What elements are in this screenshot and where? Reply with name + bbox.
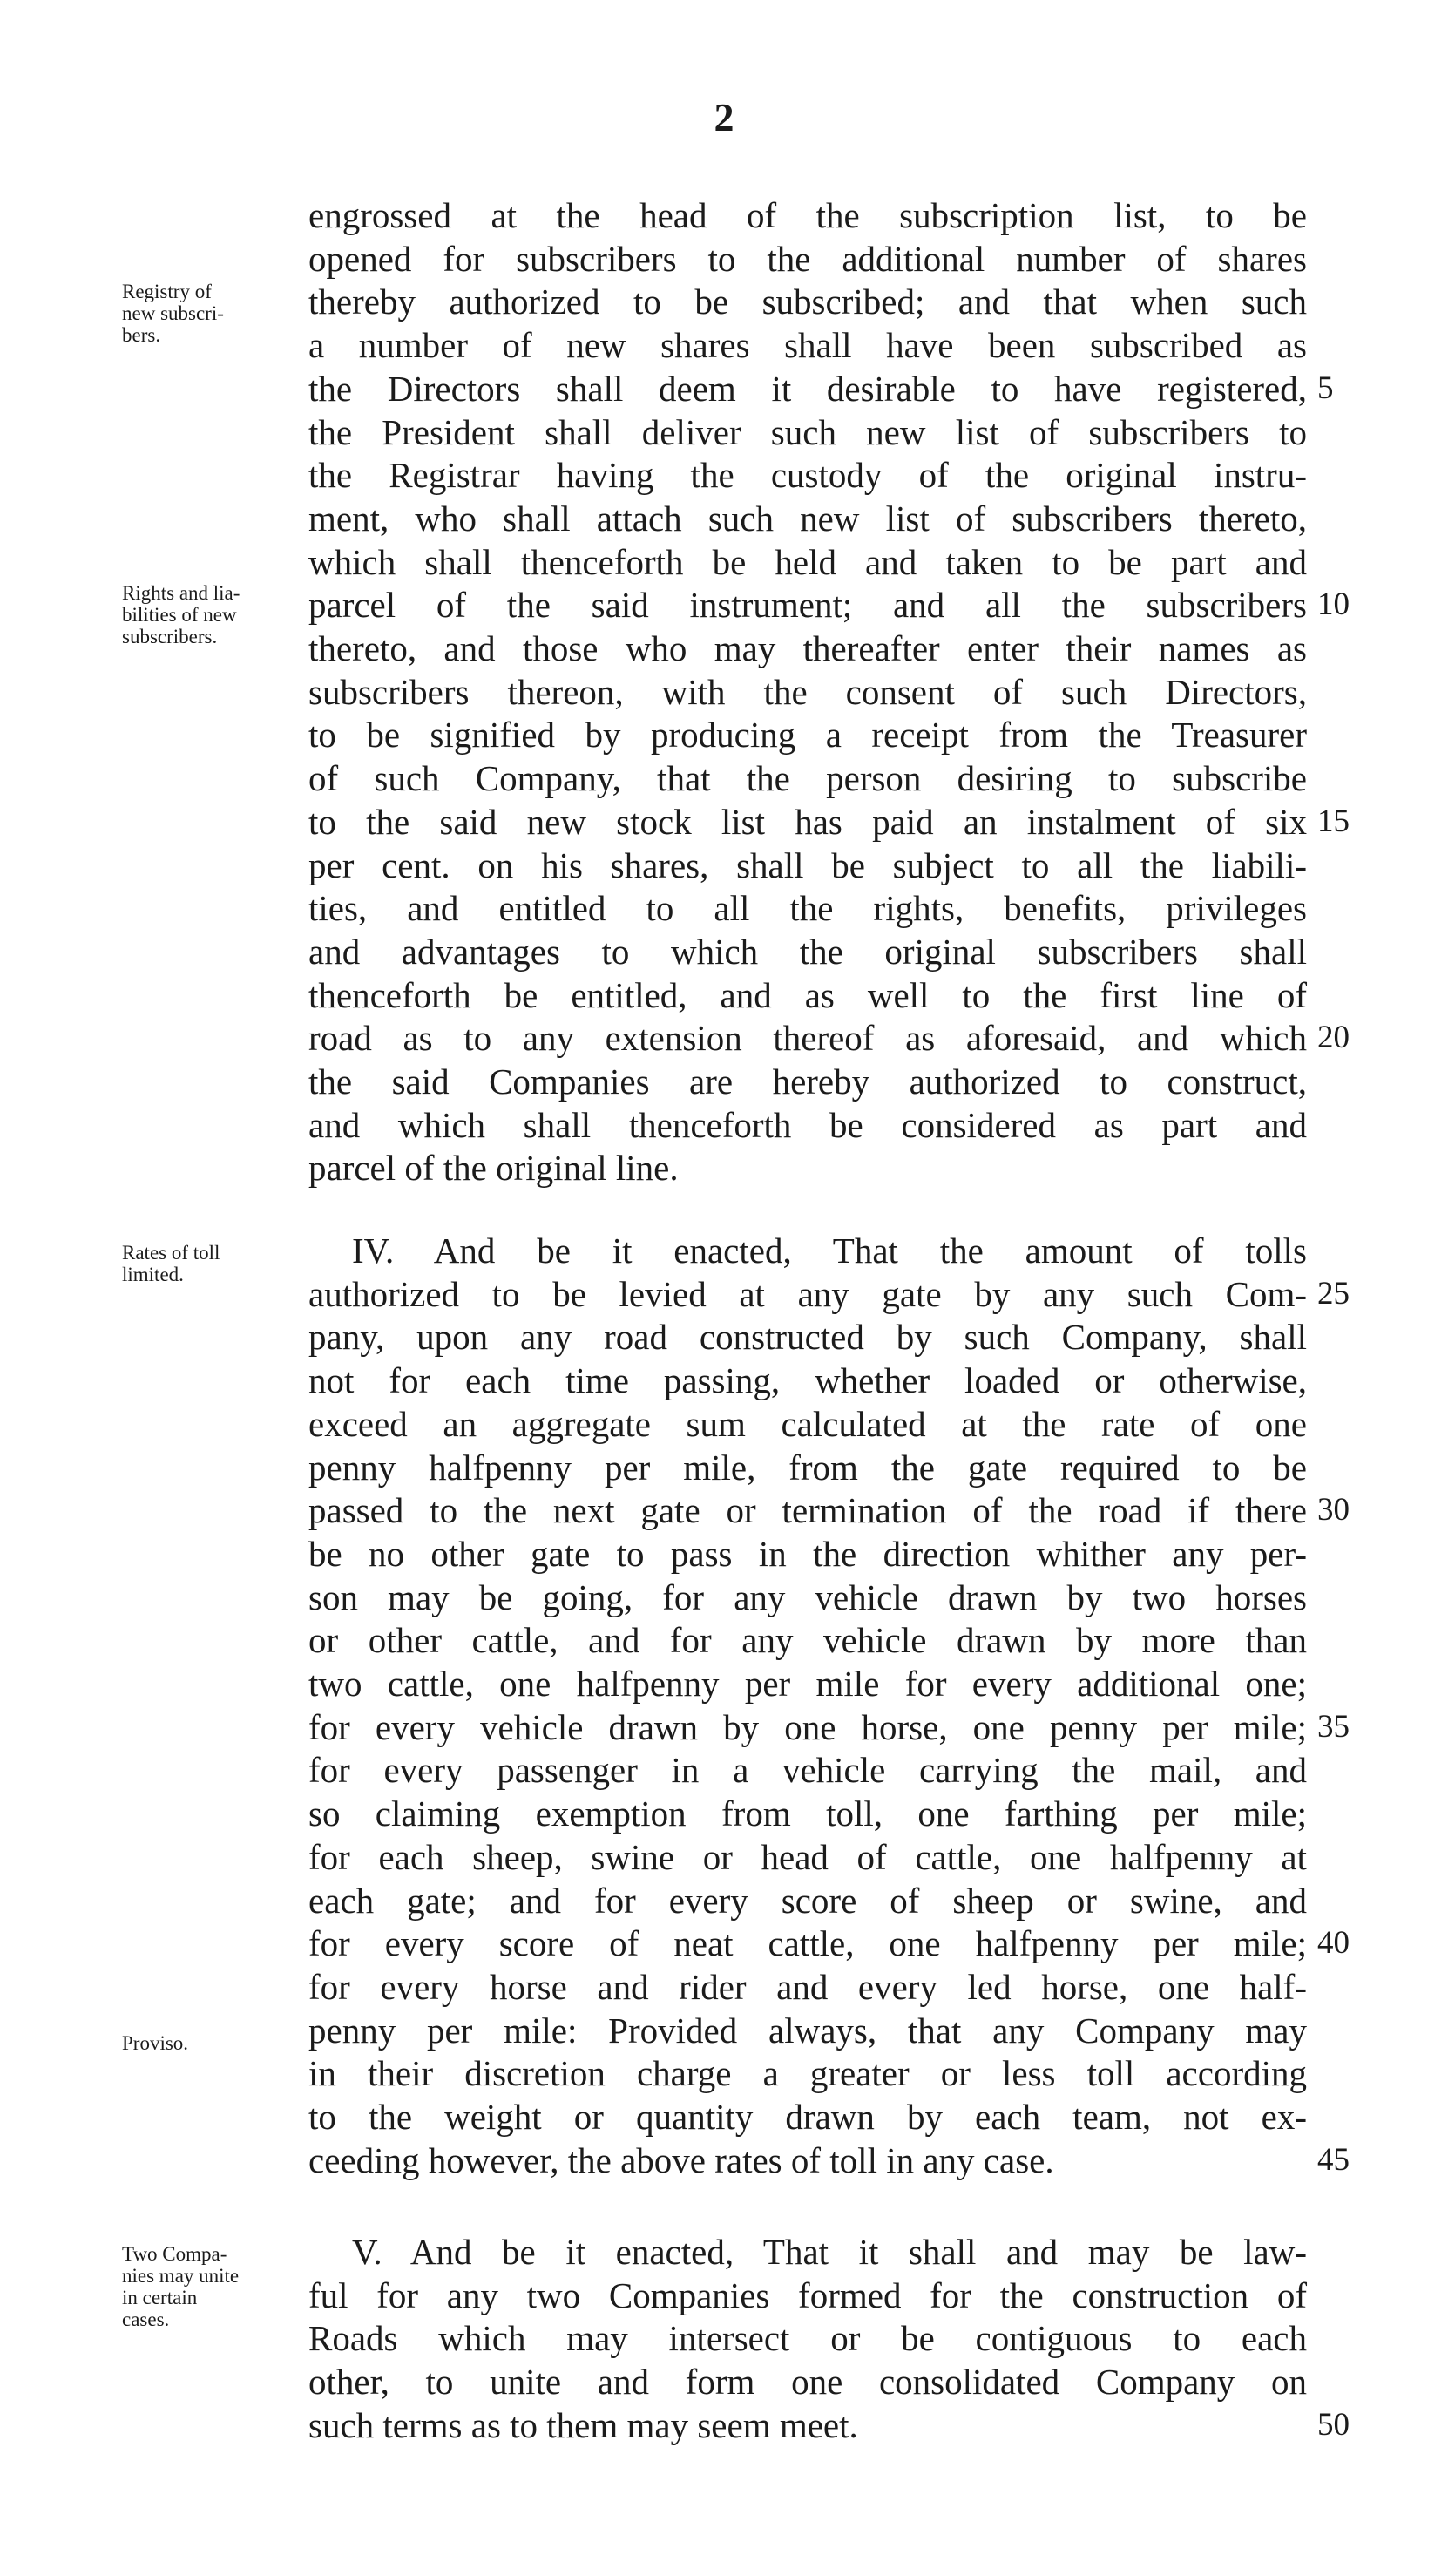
text-line: ful for any two Companies formed for the construction of [308,2275,1307,2315]
text-line: ceeding however, the above rates of toll in any case. [308,2140,1054,2180]
text-line: so claiming exemption from toll, one farthing per mile; [308,1793,1307,1834]
text-line: thereby authorized to be subscribed; and that when such [308,281,1307,322]
text-line: exceed an aggregate sum calculated at the rate of one [308,1404,1307,1444]
text-line: to be signified by producing a receipt from the Treasurer [308,715,1307,755]
text-line: for every horse and rider and every led horse, one half- [308,1967,1307,2007]
line-number: 30 [1317,1492,1350,1528]
text-line: ties, and entitled to all the rights, benefits, privileges [308,888,1307,928]
margin-note-registry [122,281,301,346]
text-line: or other cattle, and for any vehicle drawn by more than [308,1620,1307,1660]
margin-note-rates [122,1242,301,1285]
text-line: the Directors shall deem it desirable to have registered, [308,369,1307,409]
text-line: penny per mile: Provided always, that any Company may [308,2010,1307,2051]
text-line: each gate; and for every score of sheep or swine, and [308,1881,1307,1921]
text-line: penny halfpenny per mile, from the gate required to be [308,1447,1307,1488]
page-number: 2 [714,95,734,139]
text-line: son may be going, for any vehicle drawn by two horses [308,1577,1307,1617]
margin-note-line: bers. [122,324,161,346]
margin-note-line: new subscri- [122,302,224,324]
text-line: V. And be it enacted, That it shall and may be law- [352,2232,1307,2272]
margin-note-line: limited. [122,1264,184,1285]
text-line: for every score of neat cattle, one halfpenny per mile; [308,1923,1307,1963]
margin-note-two-companies [122,2243,301,2330]
line-number: 10 [1317,586,1350,622]
margin-note-line: Rates of toll [122,1242,220,1264]
line-number: 5 [1317,370,1334,406]
margin-note-line: cases. [122,2308,170,2330]
line-number: 40 [1317,1925,1350,1961]
text-line: to the weight or quantity drawn by each team, not ex- [308,2097,1307,2137]
line-number: 35 [1317,1709,1350,1745]
margin-note-line: in certain [122,2287,198,2308]
margin-note-line: Rights and lia- [122,582,240,604]
margin-note-line: Proviso. [122,2032,189,2054]
text-line: road as to any extension thereof as aforesaid, and which [308,1018,1307,1058]
text-line: for every passenger in a vehicle carrying the mail, and [308,1750,1307,1790]
text-line: opened for subscribers to the additional number of shares [308,239,1307,279]
text-line: of such Company, that the person desiring to subscribe [308,758,1307,798]
line-number: 50 [1317,2407,1350,2443]
text-line: the President shall deliver such new list of subscribers to [308,412,1307,452]
text-line: be no other gate to pass in the direction whither any per- [308,1534,1307,1574]
text-line: subscribers thereon, with the consent of such Directors, [308,672,1307,712]
margin-note-line: Registry of [122,281,212,302]
margin-note-line: bilities of new [122,604,237,626]
margin-note-proviso [122,2032,301,2054]
text-line: and which shall thenceforth be considered as part and [308,1105,1307,1145]
margin-note-line: nies may unite [122,2265,240,2287]
text-line: the Registrar having the custody of the original instru- [308,455,1307,495]
text-line: for every vehicle drawn by one horse, one penny per mile; [308,1707,1307,1747]
text-line: passed to the next gate or termination of the road if there [308,1490,1307,1530]
text-line: which shall thenceforth be held and taken to be part and [308,542,1307,582]
line-number: 20 [1317,1020,1350,1055]
margin-note-line: subscribers. [122,626,218,647]
text-line: parcel of the said instrument; and all the subscribers [308,585,1307,625]
text-line: and advantages to which the original subscribers shall [308,932,1307,972]
text-line: thereto, and those who may thereafter enter their names as [308,628,1307,668]
line-number: 15 [1317,803,1350,839]
text-line: a number of new shares shall have been subscribed as [308,325,1307,365]
text-line: IV. And be it enacted, That the amount of tolls [352,1230,1307,1271]
text-line: the said Companies are hereby authorized to construct, [308,1061,1307,1102]
text-line: for each sheep, swine or head of cattle, one halfpenny at [308,1837,1307,1877]
margin-note-line: Two Compa- [122,2243,227,2265]
margin-note-rights [122,582,301,647]
text-line: authorized to be levied at any gate by any such Com- [308,1274,1307,1314]
text-line: to the said new stock list has paid an instalment of six [308,802,1307,842]
text-line: two cattle, one halfpenny per mile for every additional one; [308,1664,1307,1704]
text-line: Roads which may intersect or be contiguous to each [308,2318,1307,2358]
text-line: pany, upon any road constructed by such Company, shall [308,1317,1307,1357]
line-number: 45 [1317,2142,1350,2178]
text-line: per cent. on his shares, shall be subject to all the liabili- [308,845,1307,885]
text-line: thenceforth be entitled, and as well to the first line of [308,975,1307,1015]
text-line: other, to unite and form one consolidated Company on [308,2362,1307,2402]
line-number: 25 [1317,1276,1350,1312]
text-line: parcel of the original line. [308,1148,679,1188]
text-line: such terms as to them may seem meet. [308,2405,858,2445]
text-line: ment, who shall attach such new list of subscribers thereto, [308,498,1307,539]
text-line: engrossed at the head of the subscription list, to be [308,195,1307,235]
text-line: in their discretion charge a greater or less toll according [308,2053,1307,2093]
text-line: not for each time passing, whether loaded or otherwise, [308,1360,1307,1400]
